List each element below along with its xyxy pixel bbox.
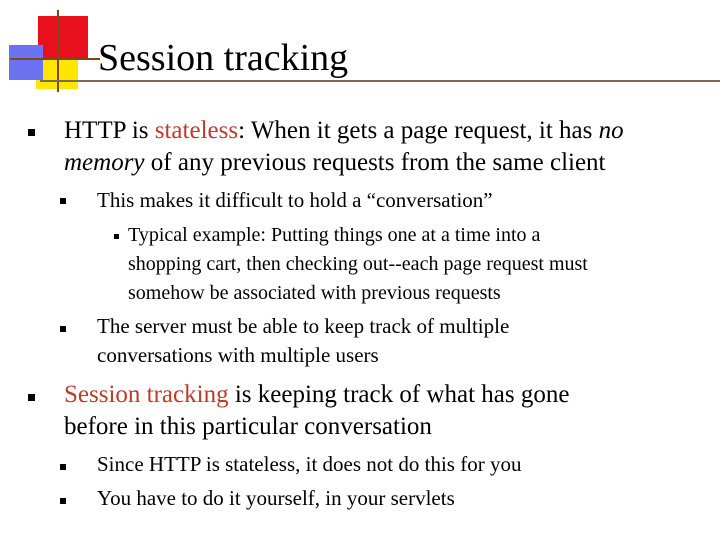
- logo-red-square: [38, 16, 88, 60]
- bullet-1-line-1: [64, 115, 624, 147]
- bullet-2-line-1: [64, 379, 569, 411]
- logo-blue-square: [9, 45, 43, 80]
- sub-bullet-square-icon: [60, 464, 66, 470]
- sub-bullet-1-2-line-2: conversations with multiple users: [97, 343, 379, 367]
- sub-bullet-square-icon: [60, 198, 66, 204]
- bullet-1-text-a: HTTP is: [64, 117, 155, 144]
- bullet-2-highlight: Session tracking: [64, 381, 229, 408]
- bullet-square-icon: [28, 129, 35, 136]
- bullet-square-icon: [28, 394, 35, 401]
- bullet-1-line-2: [64, 147, 606, 179]
- sub-bullet-square-icon: [60, 498, 66, 504]
- bullet-1-text-b: : When it gets a page request, it has: [238, 117, 599, 144]
- sub-bullet-1-2-line-1: The server must be able to keep track of multiple: [97, 314, 510, 338]
- sub-sub-bullet-square-icon: [114, 234, 119, 239]
- sub-sub-bullet-1-1-1-line-2: shopping cart, then checking out--each page request must: [128, 253, 588, 275]
- bullet-1-italic-no: no: [598, 117, 624, 144]
- bullet-1-italic-memory: memory: [64, 149, 145, 176]
- slide-title: Session tracking: [98, 37, 349, 79]
- crossed-squares-logo-icon: [0, 0, 100, 100]
- bullet-2-line-2: before in this particular conversation: [64, 413, 432, 440]
- bullet-1-highlight: stateless: [154, 117, 239, 144]
- bullet-1-line-2-text: of any previous requests from the same client: [144, 149, 606, 176]
- sub-sub-bullet-1-1-1-line-1: Typical example: Putting things one at a time into a: [128, 224, 541, 246]
- sub-sub-bullet-1-1-1-line-3: somehow be associated with previous requests: [128, 282, 501, 304]
- sub-bullet-2-2-text: You have to do it yourself, in your servlets: [97, 486, 455, 510]
- sub-bullet-1-1-text: This makes it difficult to hold a “conversation”: [97, 188, 493, 212]
- bullet-2-text-a: is keeping track of what has gone: [228, 381, 570, 408]
- sub-bullet-2-1-text: Since HTTP is stateless, it does not do this for you: [97, 452, 522, 476]
- sub-bullet-square-icon: [60, 326, 66, 332]
- title-underline: [40, 80, 720, 82]
